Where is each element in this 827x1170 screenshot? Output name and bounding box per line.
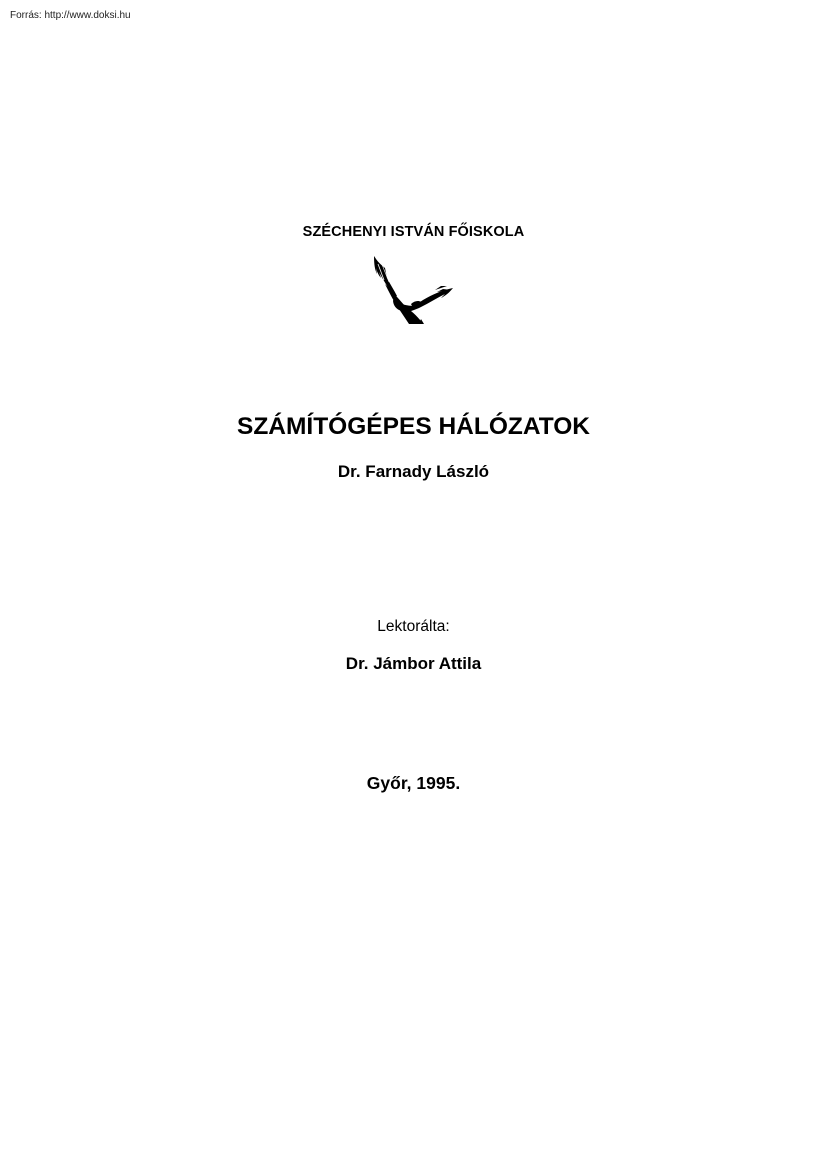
author-name: Dr. Farnady László bbox=[337, 462, 490, 481]
document-title: SZÁMÍTÓGÉPES HÁLÓZATOK bbox=[237, 413, 590, 440]
source-note: Forrás: http://www.doksi.hu bbox=[10, 10, 131, 21]
place-and-year: Győr, 1995. bbox=[366, 773, 461, 793]
institution-name: SZÉCHENYI ISTVÁN FŐISKOLA bbox=[302, 224, 525, 240]
bird-icon bbox=[371, 256, 455, 324]
reviewer-name: Dr. Jámbor Attila bbox=[345, 654, 482, 673]
reviewer-label: Lektorálta: bbox=[377, 618, 450, 635]
